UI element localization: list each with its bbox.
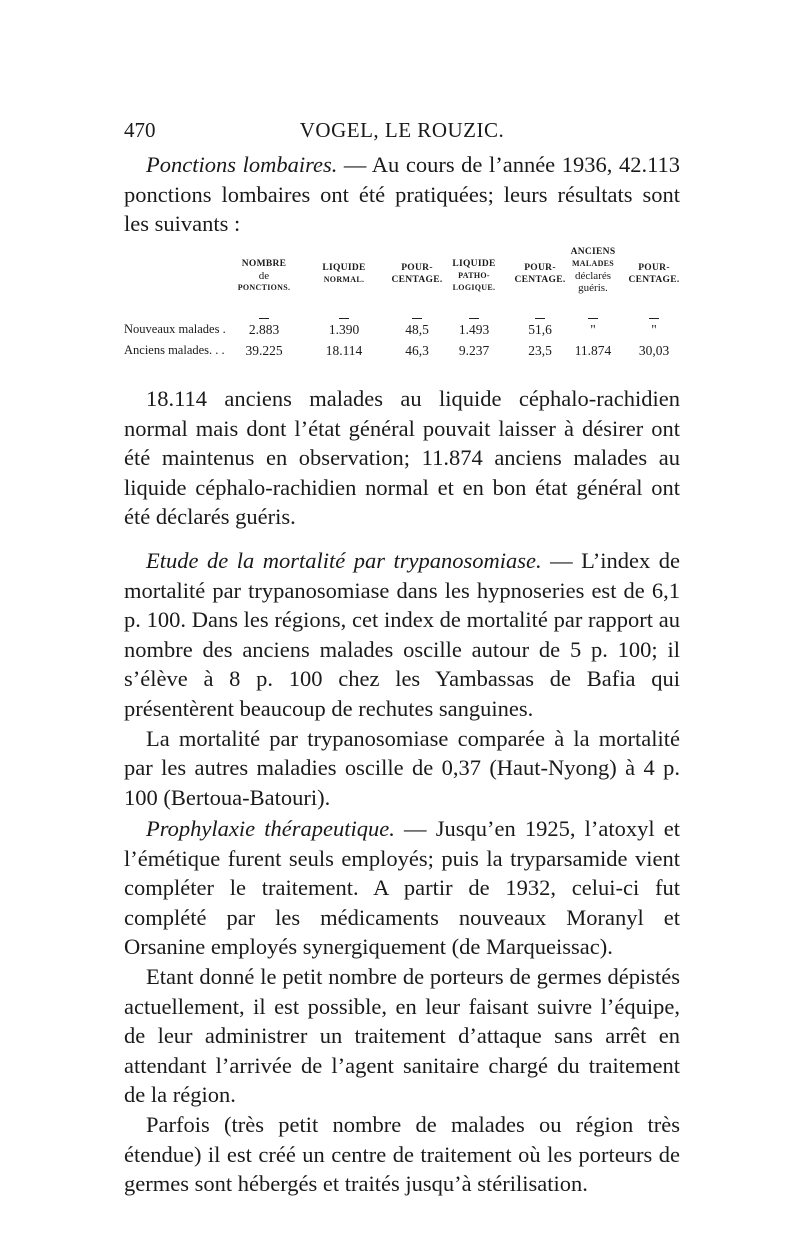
- table-cell: 1.390: [328, 322, 360, 337]
- section-mortalite: [124, 546, 680, 812]
- section-title-prophylaxie: Prophylaxie thérapeutique.: [146, 816, 395, 841]
- paragraph-text: — Au cours de l’année 1936, 42.113 ponctions lombaires ont été pratiquées; leurs résultats sont les suivants :: [124, 152, 680, 237]
- running-title: VOGEL, LE ROUZIC.: [299, 118, 505, 142]
- table-cell: 1.493: [458, 322, 490, 337]
- header-line: de: [258, 270, 270, 282]
- header-line: POUR-: [524, 263, 556, 273]
- table-cell: 11.874: [574, 343, 612, 358]
- paragraph-text: — L’index de mortalité par trypanosomiase dans les hypnoseries est de 6,1 p. 100. Dans les régions, cet index de mortalité par rapport au nombre des anciens malades oscille autour de 5 p. 100; il s’élève à 8 p. 100 chez les Yambassas de Bafia qui présentèrent beaucoup de rechutes sanguines.: [124, 548, 680, 721]
- header-line: déclarés: [574, 270, 612, 282]
- table-cell: 51,6: [528, 322, 552, 337]
- table-cell: 46,3: [405, 343, 429, 358]
- table-dash: [339, 318, 349, 319]
- header-line: ANCIENS: [570, 247, 616, 257]
- table-dash: [588, 318, 598, 319]
- section-title-ponctions: Ponctions lombaires.: [146, 152, 338, 177]
- header-pourcentage-3: [618, 262, 690, 286]
- section-title-mortalite: Etude de la mortalité par trypanosomiase.: [146, 548, 542, 573]
- table-dash: [649, 318, 659, 319]
- header-line: MALADES: [571, 259, 615, 268]
- table-cell: 48,5: [405, 322, 429, 337]
- header-line: LIQUIDE: [452, 259, 496, 269]
- paragraph: [124, 150, 680, 239]
- running-head: [124, 118, 680, 146]
- row-label-nouveaux: Nouveaux malades .: [124, 322, 226, 336]
- paragraph: La mortalité par trypanosomiase comparée à la mortalité par les autres maladies oscille de 0,37 (Haut-Nyong) à 4 p. 100 (Bertoua-Batouri).: [124, 725, 680, 810]
- table-cell: 9.237: [458, 343, 490, 358]
- table-cell: 2.883: [248, 322, 280, 337]
- table-dash: [535, 318, 545, 319]
- header-line: POUR-: [401, 263, 433, 273]
- paragraph: Etant donné le petit nombre de porteurs de germes dépistés actuellement, il est possible, en leur faisant suivre l’équipe, de leur administrer un traitement d’attaque sans arrêt en attendant l’arrivée de l’agent sanitaire chargé du traitement de la région.: [124, 963, 680, 1108]
- header-line: CENTAGE.: [391, 275, 443, 285]
- paragraph: 18.114 anciens malades au liquide céphalo-rachidien normal mais dont l’état général pouvait laisser à désirer ont été maintenus en observation; 11.874 anciens malades au liquide céphalo-rachidien normal et en bon état général ont été déclarés guéris.: [124, 386, 680, 530]
- table-cell: 23,5: [528, 343, 552, 358]
- header-line: LOGIQUE.: [452, 283, 496, 292]
- table-cell: 39.225: [245, 343, 283, 358]
- header-line: POUR-: [638, 263, 670, 273]
- section-prophylaxie: [124, 814, 680, 1199]
- header-line: NORMAL.: [323, 275, 365, 284]
- table-dash: [412, 318, 422, 319]
- header-line: NOMBRE: [241, 259, 287, 269]
- results-table: [124, 246, 684, 366]
- header-line: CENTAGE.: [514, 275, 566, 285]
- section-results: [124, 384, 680, 532]
- table-dash: [259, 318, 269, 319]
- paragraph: Parfois (très petit nombre de malades ou région très étendue) il est créé un centre de traitement où les porteurs de germes sont hébergés et traités jusqu’à stérilisation.: [124, 1111, 680, 1197]
- table-dash: [469, 318, 479, 319]
- table-cell: 30,03: [638, 343, 670, 358]
- header-line: LIQUIDE: [322, 263, 366, 273]
- section-ponctions: [124, 150, 680, 239]
- row-label-anciens: Anciens malades. . .: [124, 343, 225, 357]
- paragraph-text: — Jusqu’en 1925, l’atoxyl et l’émétique furent seuls employés; puis la tryparsamide vient compléter le traitement. A partir de 1932, celui-ci fut complété par les médicaments nouveaux Moranyl et Orsanine employés synergiquement (de Marqueissac).: [124, 816, 680, 960]
- header-line: PONCTIONS.: [237, 283, 291, 292]
- paragraph: [124, 546, 680, 724]
- header-liquide-normal: [306, 262, 382, 286]
- header-line: guéris.: [578, 282, 608, 294]
- header-line: CENTAGE.: [628, 275, 680, 285]
- table-cell: 18.114: [325, 343, 363, 358]
- header-line: PATHO-: [458, 271, 490, 280]
- paragraph: [124, 814, 680, 962]
- page-number: 470: [124, 118, 156, 142]
- table-cell: ": [651, 322, 657, 337]
- table-cell: ": [590, 322, 596, 337]
- header-nombre: [224, 258, 304, 294]
